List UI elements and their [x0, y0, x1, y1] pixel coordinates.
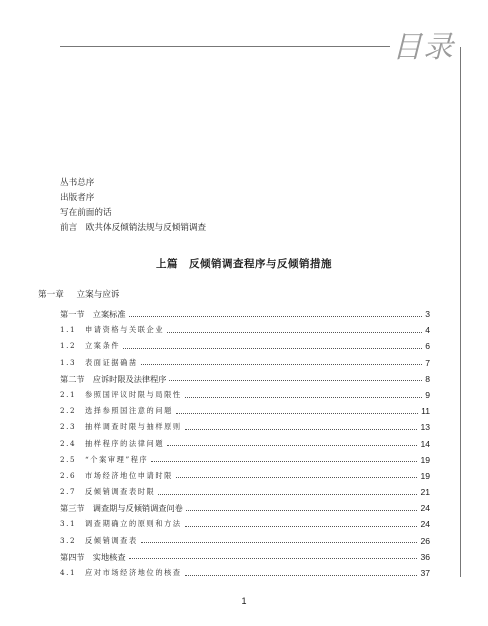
- front-matter-item[interactable]: 丛书总序: [60, 178, 95, 188]
- chapter-number: 第一章: [38, 290, 64, 300]
- toc-page-number: 3: [425, 309, 430, 319]
- dot-leader: [176, 477, 418, 478]
- toc-page-number: 36: [420, 551, 430, 562]
- header-rule: [60, 46, 390, 47]
- toc-page-number: 24: [420, 503, 430, 514]
- toc-page-number: 26: [420, 535, 430, 546]
- toc-entry[interactable]: [60, 322, 430, 338]
- dot-leader: [185, 429, 418, 430]
- dot-leader: [123, 348, 422, 349]
- toc-entry-label: 2.2 选择参照国注意的问题: [60, 406, 173, 416]
- toc-page-number: 6: [425, 341, 430, 352]
- page-number: 1: [241, 596, 247, 606]
- toc-entry[interactable]: [60, 549, 430, 565]
- toc-page-number: 13: [420, 422, 430, 433]
- toc-entry[interactable]: [60, 452, 430, 468]
- dot-leader: [185, 397, 423, 398]
- toc-entry[interactable]: [60, 387, 430, 403]
- toc-page-number: 9: [425, 389, 430, 400]
- toc-page-number: 14: [420, 438, 430, 449]
- toc-page-number: 19: [420, 470, 430, 481]
- dot-leader: [141, 542, 418, 543]
- toc-entry[interactable]: [60, 306, 430, 322]
- toc-page-number: 11: [421, 406, 430, 417]
- toc-entry[interactable]: [60, 419, 430, 435]
- toc-entry-label: 2.3 抽样调查时限与抽样原则: [60, 422, 182, 432]
- part-title: 上篇 反倾销调查程序与反倾销措施: [156, 258, 332, 270]
- dot-leader: [167, 445, 417, 446]
- dot-leader: [167, 332, 422, 333]
- toc-entry[interactable]: [60, 355, 430, 371]
- toc-page-number: 24: [420, 519, 430, 530]
- toc-entry-label: 1.3 表面证据确凿: [60, 357, 138, 367]
- dot-leader: [158, 494, 417, 495]
- dot-leader: [129, 316, 423, 317]
- toc-page-number: 8: [425, 373, 430, 384]
- toc-entry-label: 2.1 参照国评议时限与局限性: [60, 389, 182, 399]
- toc-entry-label: 第一节 立案标准: [60, 309, 126, 319]
- toc-entry-label: 1.2 立案条件: [60, 341, 121, 351]
- toc-entry-label: 1.1 申请资格与关联企业: [60, 325, 165, 335]
- toc-entry-label: 3.1 调查期确立的原则和方法: [60, 519, 182, 529]
- toc-entry[interactable]: [60, 565, 430, 581]
- front-matter-item[interactable]: 出版者序: [60, 193, 95, 203]
- toc-page-number: 37: [420, 568, 430, 578]
- chapter-title: 立案与应诉: [76, 290, 120, 300]
- chapter-heading[interactable]: [38, 288, 120, 300]
- margin-rule: [460, 47, 461, 577]
- dot-leader: [141, 364, 422, 365]
- toc-entry[interactable]: [60, 516, 430, 532]
- front-matter-item[interactable]: 写在前面的话: [60, 208, 112, 218]
- toc-entry-label: 2.5 “个案审理”程序: [60, 454, 149, 464]
- toc-entry-label: 2.4 抽样程序的法律问题: [60, 438, 165, 448]
- toc-entry[interactable]: [60, 371, 430, 387]
- dot-leader: [186, 510, 418, 511]
- toc-entry-label: 第二节 应诉时限及法律程序: [60, 373, 167, 384]
- toc-entry-label: 3.2 反倾销调查表: [60, 535, 138, 545]
- dot-leader: [129, 558, 418, 559]
- toc-entry-label: 第三节 调查期与反倾销调查问卷: [60, 503, 183, 514]
- toc-entry-label: 2.6 市场经济地位申请时限: [60, 470, 173, 480]
- toc-page-number: 7: [425, 357, 430, 368]
- page-title: 目录: [392, 30, 454, 65]
- toc-entry[interactable]: [60, 500, 430, 516]
- front-matter-item[interactable]: 前言 欧共体反倾销法规与反倾销调查: [60, 223, 207, 233]
- toc-entry[interactable]: [60, 533, 430, 549]
- toc-page-number: 21: [420, 487, 430, 498]
- toc-page-number: 19: [420, 454, 430, 465]
- toc-entry[interactable]: [60, 468, 430, 484]
- dot-leader: [185, 526, 418, 527]
- toc-entry-label: 2.7 反倾销调查表时限: [60, 487, 156, 497]
- toc-entry[interactable]: [60, 484, 430, 500]
- toc-entry-label: 第四节 实地核查: [60, 551, 126, 562]
- dot-leader: [169, 380, 422, 381]
- toc-entry[interactable]: [60, 338, 430, 354]
- dot-leader: [176, 413, 418, 414]
- toc-entry[interactable]: [60, 436, 430, 452]
- front-matter-list: [60, 176, 206, 236]
- dot-leader: [151, 461, 417, 462]
- toc-page-number: 4: [425, 325, 430, 336]
- toc-entry-label: 4.1 应对市场经济地位的核查: [60, 568, 182, 577]
- toc-list: [60, 306, 430, 581]
- toc-entry[interactable]: [60, 403, 430, 419]
- dot-leader: [185, 575, 418, 576]
